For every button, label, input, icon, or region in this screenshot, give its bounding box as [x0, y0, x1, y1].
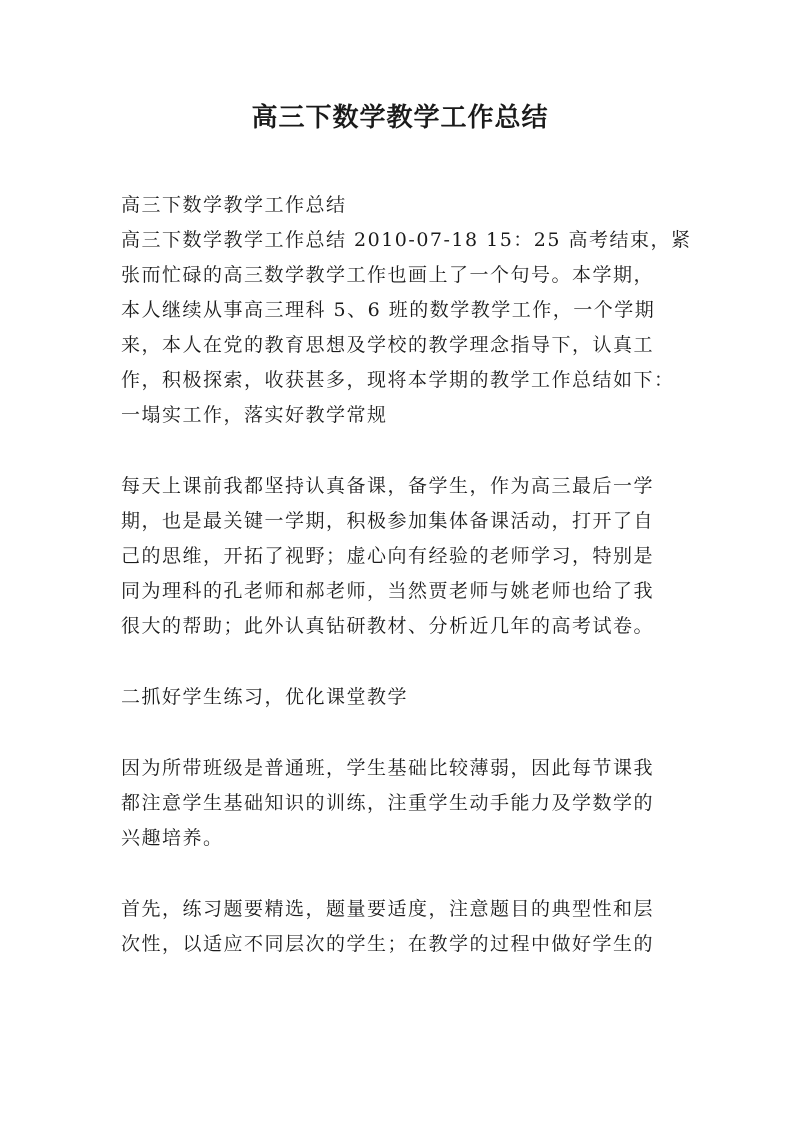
paragraph-gap — [121, 856, 685, 892]
text-line: 每天上课前我都坚持认真备课，备学生，作为高三最后一学 — [121, 475, 655, 497]
paragraph-gap — [121, 715, 685, 751]
text-line: 同为理科的孔老师和郝老师，当然贾老师与姚老师也给了我 — [121, 580, 655, 602]
text-line: 一塌实工作，落实好教学常规 — [121, 404, 388, 426]
document-body — [121, 188, 692, 962]
text-line: 高三下数学教学工作总结 — [121, 194, 347, 216]
text-line: 兴趣培养。 — [121, 827, 224, 849]
paragraph-gap — [121, 433, 685, 469]
text-line: 张而忙碌的高三数学教学工作也画上了一个句号。本学期， — [121, 264, 655, 286]
text-line: 来，本人在党的教育思想及学校的教学理念指导下，认真工 — [121, 334, 655, 356]
text-line: 己的思维，开拓了视野；虚心向有经验的老师学习，特别是 — [121, 545, 655, 567]
text-line: 都注意学生基础知识的训练，注重学生动手能力及学数学的 — [121, 792, 655, 814]
text-line: 次性，以适应不同层次的学生；在教学的过程中做好学生的 — [121, 933, 655, 955]
text-line: 很大的帮助；此外认真钻研教材、分析近几年的高考试卷。 — [121, 615, 655, 637]
text-line: 因为所带班级是普通班，学生基础比较薄弱，因此每节课我 — [121, 757, 655, 779]
text-line: 作，积极探索，收获甚多，现将本学期的教学工作总结如下： — [121, 369, 675, 391]
document-title: 高三下数学教学工作总结 — [251, 103, 549, 133]
text-line: 高三下数学教学工作总结 2010-07-18 15：25 高考结束，紧 — [121, 229, 692, 251]
paragraph-gap — [121, 644, 685, 680]
text-line: 期，也是最关键一学期，积极参加集体备课活动，打开了自 — [121, 510, 655, 532]
text-line: 本人继续从事高三理科 5、6 班的数学教学工作，一个学期 — [121, 299, 656, 321]
text-line: 二抓好学生练习，优化课堂教学 — [121, 686, 409, 708]
text-line: 首先，练习题要精选，题量要适度，注意题目的典型性和层 — [121, 898, 655, 920]
